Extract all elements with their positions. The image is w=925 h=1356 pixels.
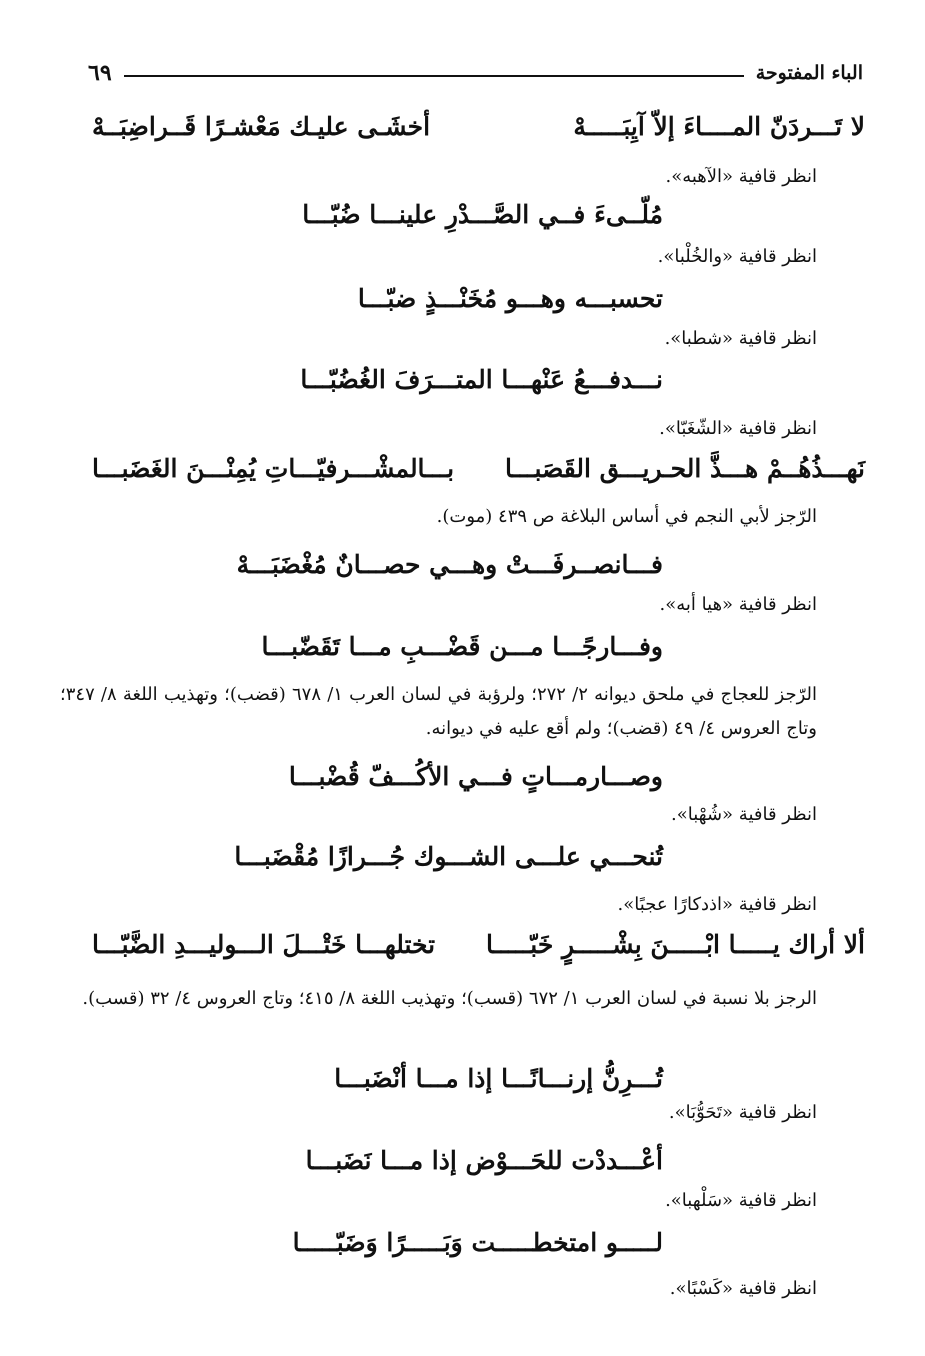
verse-3: تحسبـــه وهـــو مُخَنْـــذٍ ضبّـــا <box>357 284 663 313</box>
header-rule <box>124 75 744 77</box>
verse-1-first-hemistich: لا تَـــردَنّ المــــاءَ إلاّ آيِبَـــــهْ <box>573 112 865 141</box>
note-3: انظر قافية «شطبا». <box>664 328 817 349</box>
verse-10-second-hemistich: تختلهـــا خَتْـــلَ الـــوليـــدِ الضَّبّـــا <box>92 930 436 959</box>
note-4: انظر قافية «الشّغَبّا». <box>659 418 817 439</box>
verse-4: نـــدفـــعُ عَنْهـــا المتـــرَفَ الغُضُبّـــا <box>300 365 663 394</box>
verse-11: تُـــرِنُّ إرنـــانًـــا إذا مـــا أنْضَبـــا <box>334 1064 663 1093</box>
verse-5-first-hemistich: نَهـــذُهُــمْ هـــذَّ الحـريـــق القَصَبـــا <box>504 454 865 483</box>
note-1: انظر قافية «الآهبه». <box>665 166 817 187</box>
verse-7: وفـــارجًـــا مـــن قَضْـــبِ مـــا تَقَضّبـــا <box>261 632 663 661</box>
verse-13: لـــــو امتخطـــــت وَبَـــــرًا وَضَبّـــــا <box>292 1228 663 1257</box>
verse-5-second-hemistich: بـــالمشْـــرفيّـــاتِ يُمِنْـــنَ الغَضَبـــا <box>92 454 455 483</box>
note-8: انظر قافية «شُهْبا». <box>671 804 817 825</box>
verse-9: تُنحـــي علـــى الشـــوك جُـــرازًا مُقْضَبـــا <box>234 842 663 871</box>
note-7: الرّجز للعجاج في ملحق ديوانه ٢/ ٢٧٢؛ ولرؤبة في لسان العرب ١/ ٦٧٨ (قضب)؛ وتهذيب اللغة ٨/ ٣٤٧؛ وتاج العروس ٤/ ٤٩ (قضب)؛ ولم أقع عليه في ديوانه. <box>60 684 818 739</box>
note-13: انظر قافية «كَسْبًا». <box>669 1278 817 1299</box>
chapter-title: الباء المفتوحة <box>755 62 863 84</box>
verse-12: أعْـــددْت للحَـــوْض إذا مـــا نَضَبـــا <box>305 1146 663 1175</box>
note-11: انظر قافية «تَحَوُّبَا». <box>668 1102 817 1123</box>
verse-2: مُلّــىءَ فــي الصَّـــدْرِ علينـــا ضُبّـــا <box>302 200 663 229</box>
note-6: انظر قافية «هيا أبه». <box>659 594 817 615</box>
verse-1-second-hemistich: أخشَـى عليـك مَعْشـرًا قَــراضِبَــهْ <box>92 112 431 141</box>
verse-5 <box>92 456 865 481</box>
note-2: انظر قافية «والخُلْبا». <box>657 246 817 267</box>
note-9: انظر قافية «اذدكارًا عجبًا». <box>617 894 817 915</box>
verse-6: فـــانصــرفَـــتْ وهـــي حصـــانٌ مُغْضَبَـــهْ <box>236 550 663 579</box>
verse-1 <box>92 114 865 139</box>
note-10: الرجز بلا نسبة في لسان العرب ١/ ٦٧٢ (قسب)؛ وتهذيب اللغة ٨/ ٤١٥؛ وتاج العروس ٤/ ٣٢ (قسب). <box>82 988 817 1009</box>
verse-10 <box>92 932 865 957</box>
note-5: الرّجز لأبي النجم في أساس البلاغة ص ٤٣٩ (موت). <box>436 506 817 527</box>
verse-10-first-hemistich: ألا أراك يـــــا ابْـــــنَ بِشْـــــرٍ خَبّـــــا <box>486 930 865 959</box>
page-number: ٦٩ <box>88 60 112 86</box>
verse-8: وصـــارمـــاتٍ فـــي الأكُـــفّ قُضْبـــا <box>288 762 663 791</box>
running-header <box>88 58 863 88</box>
note-12: انظر قافية «سَلْهبا». <box>665 1190 817 1211</box>
